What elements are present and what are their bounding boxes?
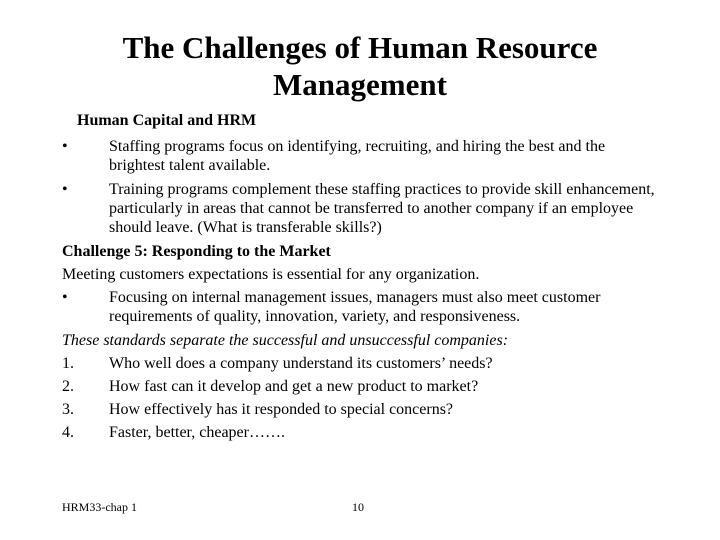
numbered-item [62, 400, 662, 419]
number-marker: 3. [62, 401, 74, 418]
bullet-item [62, 288, 662, 326]
slide-title [60, 29, 660, 103]
number-marker: 1. [62, 355, 74, 372]
numbered-text: Who well does a company understand its customers’ needs? [109, 355, 493, 372]
slide-title-line-1: The Challenges of Human Resource [122, 30, 598, 65]
numbered-item [62, 423, 662, 442]
bullet-text: Staffing programs focus on identifying, recruiting, and hiring the best and the brightest talent available. [109, 138, 606, 174]
bullet-marker: • [62, 289, 68, 306]
number-marker: 2. [62, 378, 74, 395]
bullet-item [62, 137, 662, 175]
bullet-marker: • [62, 138, 68, 155]
numbered-item [62, 377, 662, 396]
bullet-text: Focusing on internal management issues, managers must also meet customer requirements of quality, innovation, variety, and responsiveness. [109, 289, 601, 325]
slide-title-line-2: Management [273, 67, 447, 102]
bullet-marker: • [62, 181, 68, 198]
challenge-heading: Challenge 5: Responding to the Market [62, 243, 331, 260]
footer-page-number: 10 [352, 500, 364, 514]
numbered-text: How fast can it develop and get a new product to market? [109, 378, 479, 395]
numbered-item [62, 354, 662, 373]
numbered-text: Faster, better, cheaper……. [109, 424, 285, 441]
number-marker: 4. [62, 424, 74, 441]
market-statement: Meeting customers expectations is essential for any organization. [62, 266, 480, 283]
section-subheading: Human Capital and HRM [77, 112, 257, 129]
bullet-text: Training programs complement these staffing practices to provide skill enhancement, particularly in areas that cannot be transferred to another company if an employee should leave. (What is transferable skills?) [109, 181, 655, 236]
slide-body [62, 111, 662, 446]
italic-statement: These standards separate the successful and unsuccessful companies: [62, 332, 509, 349]
numbered-text: How effectively has it responded to special concerns? [109, 401, 454, 418]
footer-course-label: HRM33-chap 1 [62, 500, 137, 514]
bullet-item [62, 180, 662, 237]
